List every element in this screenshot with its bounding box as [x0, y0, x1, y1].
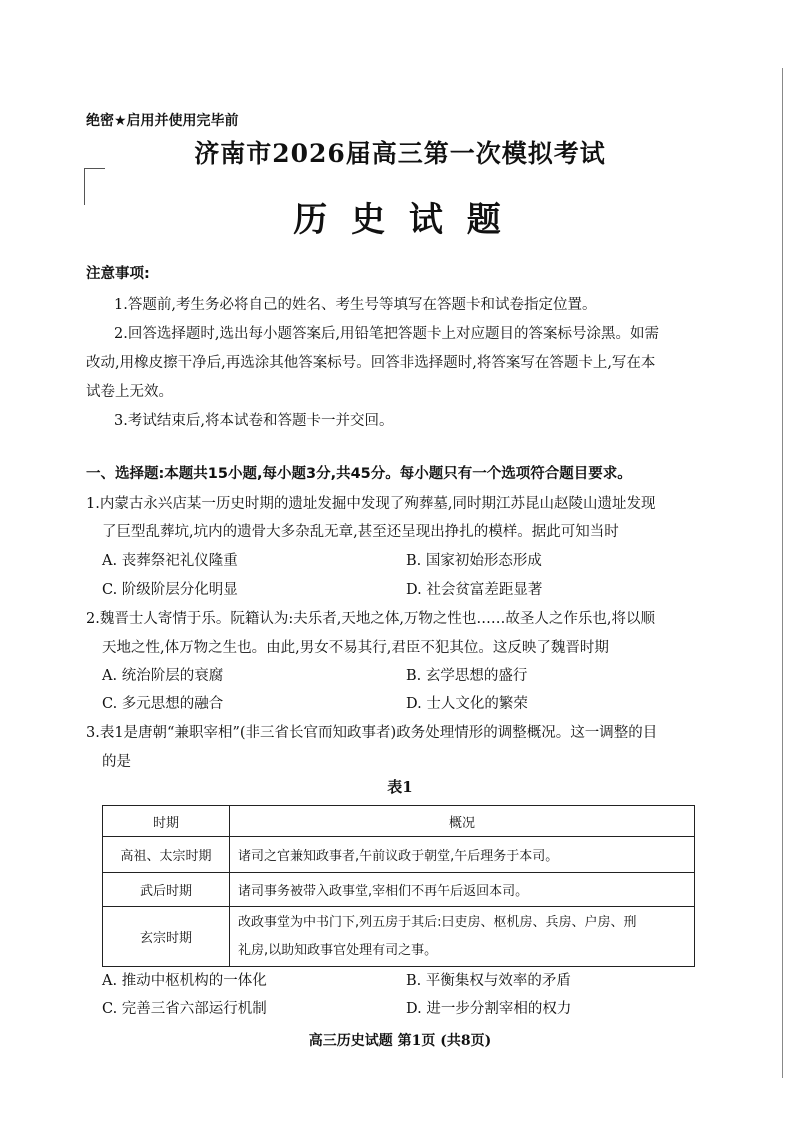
notice-item-3: 3.考试结束后,将本试卷和答题卡一并交回。	[114, 413, 394, 429]
q3-option-c: C. 完善三省六部运行机制	[102, 1001, 267, 1017]
notice-heading: 注意事项:	[86, 266, 150, 282]
policy-table	[102, 805, 695, 967]
table-cell-desc-line-2: 礼房,以助知政事官处理有司之事。	[238, 942, 438, 958]
exam-title: 济南市2026届高三第一次模拟考试	[194, 139, 606, 168]
q3-stem-line-2: 的是	[102, 754, 131, 770]
notice-item-1: 1.答题前,考生务必将自己的姓名、考生号等填写在答题卡和试卷指定位置。	[114, 297, 597, 313]
q1-stem-line-2: 了巨型乱葬坑,坑内的遗骨大多杂乱无章,甚至还呈现出挣扎的模样。据此可知当时	[102, 524, 619, 540]
table-row	[103, 907, 695, 967]
notice-item-2-end: 试卷上无效。	[86, 384, 173, 400]
q2-option-d: D. 士人文化的繁荣	[406, 696, 528, 712]
q2-option-c: C. 多元思想的融合	[102, 696, 224, 712]
q1-stem-line-1: 1.内蒙古永兴店某一历史时期的遗址发掘中发现了殉葬墓,同时期江苏昆山赵陵山遗址发现	[86, 496, 656, 512]
q3-option-a: A. 推动中枢机构的一体化	[102, 973, 267, 989]
q1-option-b: B. 国家初始形态形成	[406, 553, 542, 569]
notice-item-2-cont: 改动,用橡皮擦干净后,再选涂其他答案标号。回答非选择题时,将答案写在答题卡上,写在本	[86, 355, 656, 371]
q1-option-a: A. 丧葬祭祀礼仪隆重	[102, 553, 238, 569]
q3-option-b: B. 平衡集权与效率的矛盾	[406, 973, 571, 989]
table-cell-period: 武后时期	[103, 873, 230, 907]
q2-option-b: B. 玄学思想的盛行	[406, 668, 528, 684]
table-cell-desc	[230, 907, 695, 967]
q3-option-d: D. 进一步分割宰相的权力	[406, 1001, 572, 1017]
table-cell-period: 高祖、太宗时期	[103, 837, 230, 873]
q1-option-c: C. 阶级阶层分化明显	[102, 582, 238, 598]
table-row	[103, 873, 695, 907]
section-heading-choice: 一、选择题:本题共15小题,每小题3分,共45分。每小题只有一个选项符合题目要求。	[86, 466, 632, 482]
q2-option-a: A. 统治阶层的衰腐	[102, 668, 224, 684]
table-cell-desc: 诸司之官兼知政事者,午前议政于朝堂,午后理务于本司。	[230, 837, 695, 873]
q2-stem-line-1: 2.魏晋士人寄情于乐。阮籍认为:夫乐者,天地之体,万物之性也……故圣人之作乐也,将以顺	[86, 611, 656, 627]
table-row	[103, 837, 695, 873]
q1-option-d: D. 社会贫富差距显著	[406, 582, 543, 598]
table-cell-desc: 诸司事务被带入政事堂,宰相们不再午后返回本司。	[230, 873, 695, 907]
table-header-row	[103, 806, 695, 837]
table-header-period: 时期	[103, 806, 230, 837]
page-footer: 高三历史试题 第1页 (共8页)	[308, 1033, 492, 1049]
notice-item-2: 2.回答选择题时,选出每小题答案后,用铅笔把答题卡上对应题目的答案标号涂黑。如需	[114, 326, 660, 342]
q2-stem-line-2: 天地之性,体万物之生也。由此,男女不易其行,君臣不犯其位。这反映了魏晋时期	[102, 640, 609, 656]
subject-title: 历 史 试 题	[293, 200, 507, 240]
table-cell-period: 玄宗时期	[103, 907, 230, 967]
table-header-desc: 概况	[230, 806, 695, 837]
table-cell-desc-line-1: 改政事堂为中书门下,列五房于其后:曰吏房、枢机房、兵房、户房、刑	[238, 914, 637, 930]
confidential-label: 绝密★启用并使用完毕前	[86, 113, 239, 129]
table-caption: 表1	[387, 778, 413, 796]
q3-stem-line-1: 3.表1是唐朝“兼职宰相”(非三省长官而知政事者)政务处理情形的调整概况。这一调整的目	[86, 725, 658, 741]
